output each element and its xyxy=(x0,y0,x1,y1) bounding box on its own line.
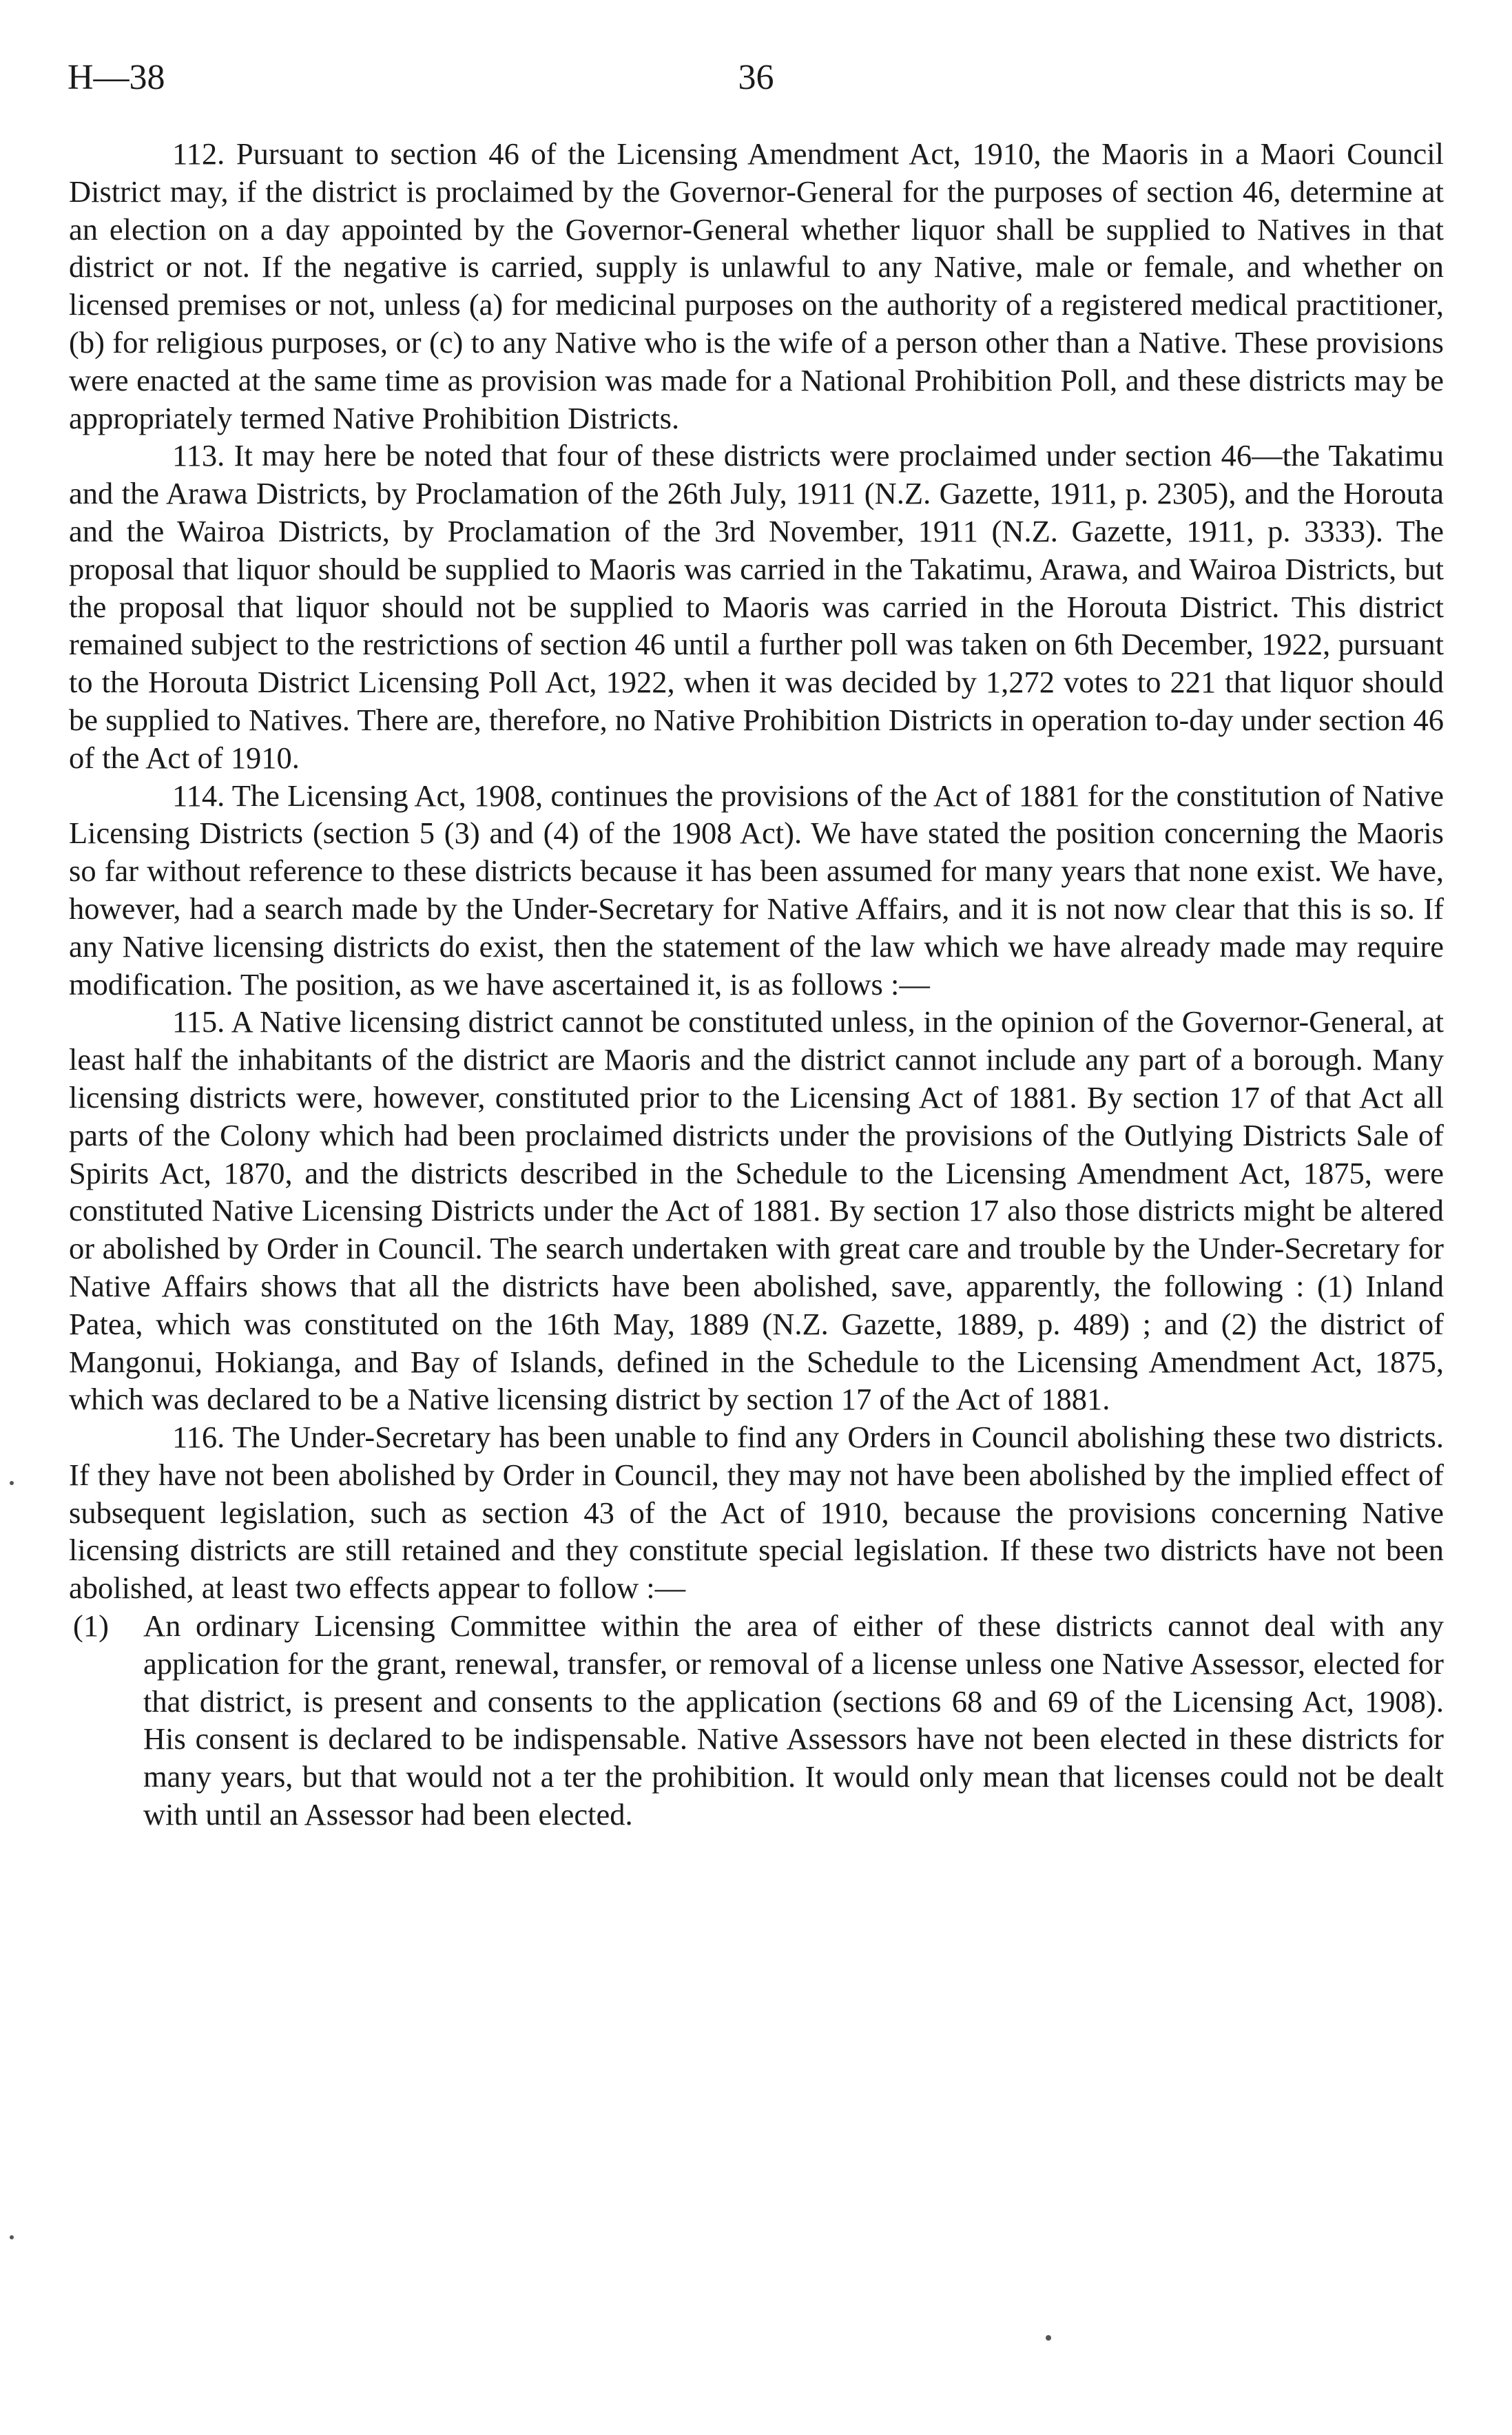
paragraph-115 xyxy=(69,1003,1444,1418)
paragraph-number: 113. xyxy=(172,438,225,473)
paragraph-116 xyxy=(69,1418,1444,1607)
paragraph-number: 114. xyxy=(172,778,225,813)
paragraph-text: A Native licensing district cannot be constituted unless, in the opinion of the Governor-General, at least half the inhabitants of the district are Maoris and the district cannot include any part of a borough. Many licensing districts were, however, constituted prior to the Licensing Act of 1881. By section 17 of that Act all parts of the Colony which had been proclaimed districts under the provisions of the Outlying Districts Sale of Spirits Act, 1870, and the districts described in the Schedule to the Licensing Amendment Act, 1875, were constituted Native Licensing Districts under the Act of 1881. By section 17 also those districts might be altered or abolished by Order in Council. The search undertaken with great care and trouble by the Under-Secretary for Native Affairs shows that all the districts have been abolished, save, apparently, the following : (1) Inland Patea, which was constituted on the 16th May, 1889 (N.Z. Gazette, 1889, p. 489) ; and (2) the district of Mangonui, Hokianga, and Bay of Islands, defined in the Schedule to the Licensing Amendment Act, 1875, which was declared to be a Native licensing district by section 17 of the Act of 1881. xyxy=(69,1004,1444,1417)
paragraph-text: It may here be noted that four of these districts were proclaimed under section 46—the Takatimu and the Arawa Districts, by Proclamation of the 26th July, 1911 (N.Z. Gazette, 1911, p. 2305), and the Horouta and the Wairoa Districts, by Proclamation of the 3rd November, 1911 (N.Z. Gazette, 1911, p. 3333). The proposal that liquor should be supplied to Maoris was carried in the Takatimu, Arawa, and Wairoa Districts, but the proposal that liquor should not be supplied to Maoris was carried in the Horouta District. This district remained subject to the restrictions of section 46 until a further poll was taken on 6th December, 1922, pursuant to the Horouta District Licensing Poll Act, 1922, when it was decided by 1,272 votes to 221 that liquor should be supplied to Natives. There are, therefore, no Native Prohibition Districts in operation to-day under section 46 of the Act of 1910. xyxy=(69,438,1444,775)
scan-speck xyxy=(10,2235,14,2239)
paragraph-number: 116. xyxy=(172,1420,225,1455)
paragraph-text: Pursuant to section 46 of the Licensing Amendment Act, 1910, the Maoris in a Maori Council District may, if the district is proclaimed by the Governor-General for the purposes of section 46, determine at an election on a day appointed by the Governor-General whether liquor shall be supplied to Natives in that district or not. If the negative is carried, supply is unlawful to any Native, male or female, and whether on licensed premises or not, unless (a) for medicinal purposes on the authority of a registered medical practitioner, (b) for religious purposes, or (c) to any Native who is the wife of a person other than a Native. These provisions were enacted at the same time as provision was made for a National Prohibition Poll, and these districts may be appropriately termed Native Prohibition Districts. xyxy=(69,136,1444,435)
scan-speck xyxy=(1046,2335,1051,2341)
paragraph-number: 112. xyxy=(172,136,225,171)
paragraph-113 xyxy=(69,437,1444,776)
document-body xyxy=(69,135,1444,1834)
report-reference: H—38 xyxy=(68,58,165,97)
subparagraph-1: (1) An ordinary Licensing Committee within the area of either of these districts cannot deal with any application for the grant, renewal, transfer, or removal of a license unless one Native Assessor, elected for that district, is present and consents to the application (sections 68 and 69 of the Licensing Act, 1908). His consent is declared to be indispensable. Native Assessors have not been elected in these districts for many years, but that would not a ter the prohibition. It would only mean that licenses could not be dealt with until an Assessor had been elected. xyxy=(73,1608,1444,1832)
paragraph-text: The Licensing Act, 1908, continues the provisions of the Act of 1881 for the constitution of Native Licensing Districts (section 5 (3) and (4) of the 1908 Act). We have stated the position concerning the Maoris so far without reference to these districts because it has been assumed for many years that none exist. We have, however, had a search made by the Under-Secretary for Native Affairs, and it is not now clear that this is so. If any Native licensing districts do exist, then the statement of the law which we have already made may require modification. The position, as we have ascertained it, is as follows :— xyxy=(69,778,1444,1002)
paragraph-112 xyxy=(69,135,1444,437)
paragraph-number: 115. xyxy=(172,1004,225,1039)
subparagraph-text: An ordinary Licensing Committee within the area of either of these districts cannot deal with any application for the grant, renewal, transfer, or removal of a license unless one Native Assessor, elected for that district, is present and consents to the application (sections 68 and 69 of the Licensing Act, 1908). His consent is declared to be indispensable. Native Assessors have not been elected in these districts for many years, but that would not a ter the prohibition. It would only mean that licenses could not be dealt with until an Assessor had been elected. xyxy=(143,1608,1444,1832)
paragraph-114 xyxy=(69,777,1444,1004)
scan-speck xyxy=(10,1481,14,1485)
paragraph-text: The Under-Secretary has been unable to find any Orders in Council abolishing these two districts. If they have not been abolished by Order in Council, they may not have been abolished by the implied effect of subsequent legislation, such as section 43 of the Act of 1910, because the provisions concerning Native licensing districts are still retained and they constitute special legislation. If these two districts have not been abolished, at least two effects appear to follow :— xyxy=(69,1420,1444,1606)
page-header xyxy=(68,54,1444,102)
page-number: 36 xyxy=(738,58,774,97)
